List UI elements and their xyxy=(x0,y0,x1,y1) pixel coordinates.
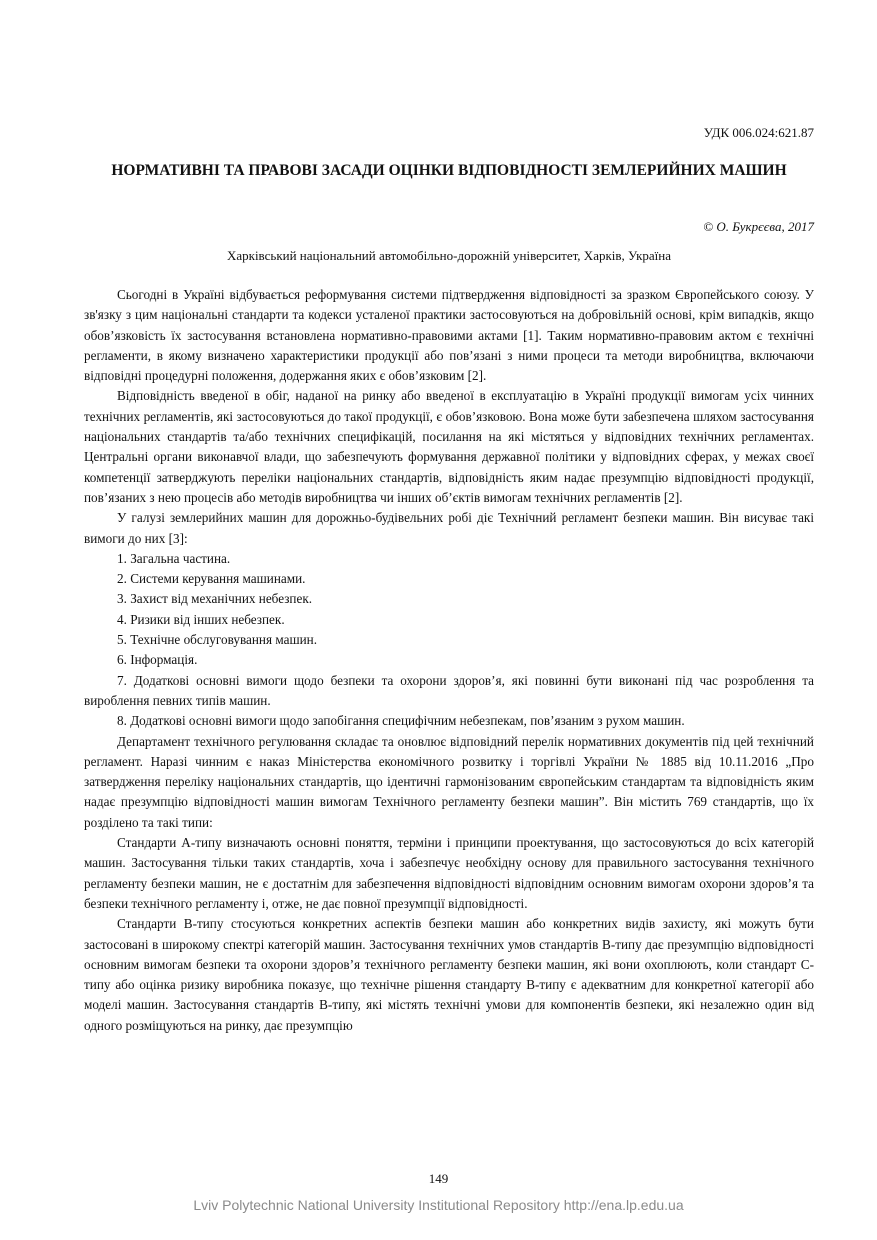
paragraph: Відповідність введеної в обіг, наданої на ринку або введеної в експлуатацію в Україні продукції вимогам усіх чинних технічних регламентів, які застосовуються до такої продукції, є обов’язковою. Вона може бути забезпечена шляхом застосування національних стандартів та/або технічних специфікацій, посилання на які містяться у відповідних технічних регламентах. Центральні органи виконавчої влади, що забезпечують формування державної політики у відповідних сферах, у межах своєї компетенції затверджують переліки національних стандартів, відповідність яким надає презумпцію відповідності продукції, пов’язаних з нею процесів або методів виробництва чи інших об’єктів вимогам технічних регламентів [2]. xyxy=(84,388,814,505)
paragraph: Департамент технічного регулювання складає та оновлює відповідний перелік нормативних документів під цей технічний регламент. Наразі чинним є наказ Міністерства економічного розвитку і торгівлі України № 1885 від 10.11.2016 „Про затвердження переліку національних стандартів, що ідентичні гармонізованим європейським стандартам та відповідність яким надає презумпцію відповідності машин вимогам Технічного регламенту безпеки машин”. Він містить 769 стандартів, що їх розділено та такі типи: xyxy=(84,733,814,830)
paragraph: Стандарти В-типу стосуються конкретних аспектів безпеки машин або конкретних видів захисту, які можуть бути застосовані в широкому спектрі категорій машин. Застосування технічних умов стандартів В-типу дає презумпцію відповідності основним вимогам безпеки та охорони здоров’я технічного регламенту безпеки машин, які вони охоплюють, коли стандарт С-типу або оцінка ризику виробника показує, що технічне рішення стандарту В-типу є адекватним для конкретної категорії або моделі машин. Застосування стандартів В-типу, які містять технічні умови для компонентів безпеки, які незалежно один від одного розміщуються на ринку, дає презумпцію xyxy=(84,916,814,1033)
paragraph: Сьогодні в Україні відбувається реформування системи підтвердження відповідності за зразком Європейського союзу. У зв'язку з цим національні стандарти та кодекси усталеної практики застосовуються на добровільній основі, крім випадків, якщо обов’язковість їх застосування встановлена нормативно-правовими актами [1]. Таким нормативно-правовим актом є технічні регламенти, в якому визначено характеристики продукції або пов’язані з ними процеси та методи виробництва, включаючи відповідні процедурні положення, додержання яких є обов’язковим [2]. xyxy=(84,287,814,384)
list-item: 1. Загальна частина. xyxy=(117,550,231,566)
list-item: 2. Системи керування машинами. xyxy=(117,571,306,587)
list-item: 4. Ризики від інших небезпек. xyxy=(117,611,285,627)
paper-title: НОРМАТИВНІ ТА ПРАВОВІ ЗАСАДИ ОЦІНКИ ВІДПОВІДНОСТІ ЗЕМЛЕРИЙНИХ МАШИН xyxy=(111,162,787,179)
list-item: 5. Технічне обслуговування машин. xyxy=(117,632,318,648)
list-item: 6. Інформація. xyxy=(117,652,198,668)
list-item: 7. Додаткові основні вимоги щодо безпеки та охорони здоров’я, які повинні бути виконані під час розроблення та вироблення певних типів машин. xyxy=(84,672,814,708)
paragraph: У галузі землерийних машин для дорожньо-будівельних робі діє Технічний регламент безпеки машин. Він висуває такі вимоги до них [3]: xyxy=(84,510,814,546)
page-number: 149 xyxy=(428,1171,449,1186)
udk-code: УДК 006.024:621.87 xyxy=(703,125,814,140)
repository-footer: Lviv Polytechnic National University Institutional Repository http://ena.lp.edu.ua xyxy=(193,1197,684,1213)
copyright-author: © О. Букрєєва, 2017 xyxy=(703,219,814,234)
list-item: 8. Додаткові основні вимоги щодо запобігання специфічним небезпекам, пов’язаним з рухом машин. xyxy=(117,713,685,729)
list-item: 3. Захист від механічних небезпек. xyxy=(117,591,313,607)
affiliation: Харківський національний автомобільно-дорожній університет, Харків, Україна xyxy=(226,248,672,263)
paragraph: Стандарти А-типу визначають основні поняття, терміни і принципи проектування, що застосовуються до всіх категорій машин. Застосування тільки таких стандартів, хоча і забезпечує необхідну основу для правильного застосування технічного регламенту безпеки машин, не є достатнім для забезпечення відповідності відповідним основним вимогам охорони здоров’я та безпеки технічного регламенту і, отже, не дає повної презумпції відповідності. xyxy=(84,835,814,911)
article-body xyxy=(84,285,814,1036)
